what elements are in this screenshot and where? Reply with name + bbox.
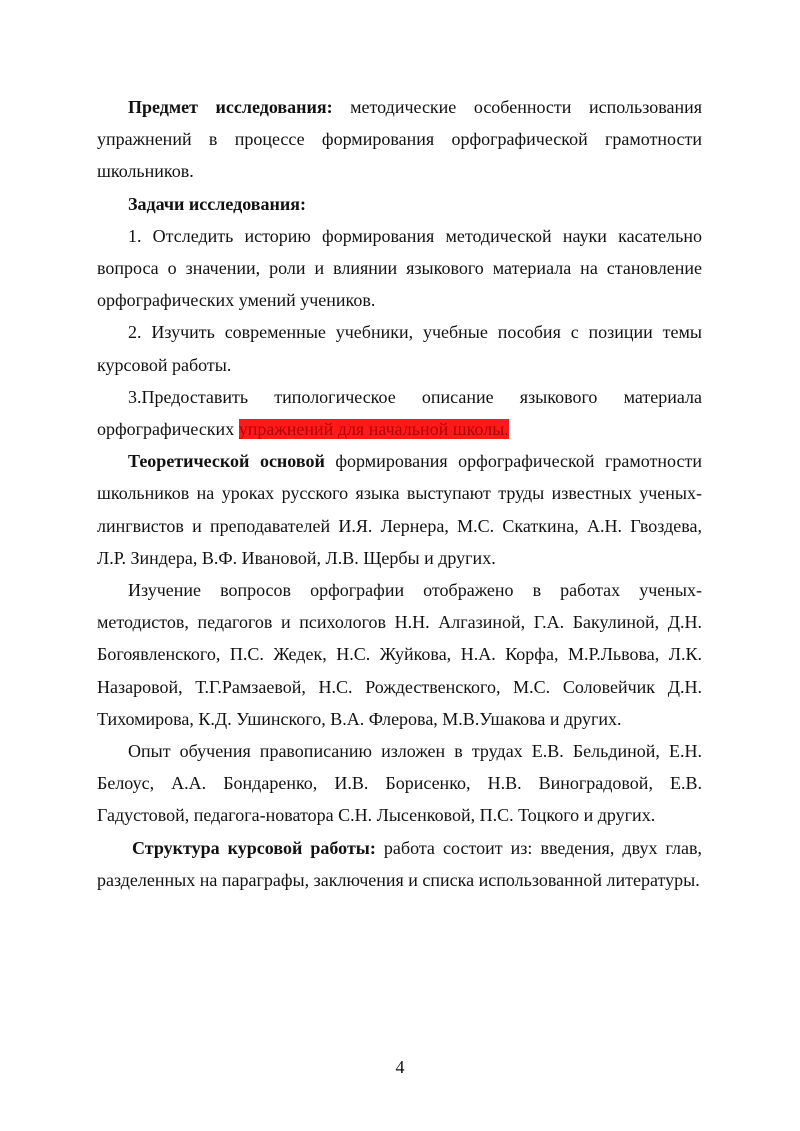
theory-label: Теоретической основой <box>128 451 325 472</box>
task-1-paragraph: 1. Отследить историю формирования методической науки касательно вопроса о значении, роли и влиянии языкового материала на становление орфографических умений учеников. <box>97 225 702 311</box>
study-paragraph: Изучение вопросов орфографии отображено в работах ученых-методистов, педагогов и психологов Н.Н. Алгазиной, Г.А. Бакулиной, Д.Н. Богоявленского, П.С. Жедек, Н.С. Жуйкова, Н.А. Корфа, М.Р.Львова, Л.К. Назаровой, Т.Г.Рамзаевой, Н.С. Рождественского, М.С. Соловейчик Д.Н. Тихомирова, К.Д. Ушинского, В.А. Флерова, М.В.Ушакова и других. <box>97 580 702 729</box>
highlighted-text: упражнений для начальной школы. <box>238 419 509 440</box>
task-2-paragraph: 2. Изучить современные учебники, учебные пособия с позиции темы курсовой работы. <box>97 322 702 375</box>
tasks-heading: Задачи исследования: <box>128 193 306 214</box>
structure-text: работа состоит из: введения, двух глав, разделенных на параграфы, заключения и списка использованной литературы. <box>97 837 702 890</box>
subject-text: методические особенности использования упражнений в процессе формирования орфографической грамотности школьников. <box>97 97 703 182</box>
subject-paragraph <box>97 91 702 188</box>
task-3-paragraph <box>97 381 702 445</box>
experience-paragraph: Опыт обучения правописанию изложен в трудах Е.В. Бельдиной, Е.Н. Белоус, А.А. Бондаренко, И.В. Борисенко, Н.В. Виноградовой, Е.В. Гадустовой, педагога-новатора С.Н. Лысенковой, П.С. Тоцкого и других. <box>97 741 702 826</box>
theory-text: формирования орфографической грамотности школьников на уроках русского языка выступают труды известных ученых-лингвистов и преподавателей И.Я. Лернера, М.С. Скаткина, А.Н. Гвоздева, Л.Р. Зиндера, В.Ф. Ивановой, Л.В. Щербы и других. <box>97 451 702 568</box>
subject-label: Предмет исследования: <box>128 97 333 117</box>
page-number: 4 <box>395 1057 405 1077</box>
theory-paragraph <box>97 445 702 574</box>
structure-label: Структура курсовой работы: <box>132 837 376 858</box>
structure-paragraph <box>97 832 702 896</box>
task-3-text: 3.Предоставить типологическое описание языкового материала орфографических <box>97 386 702 440</box>
